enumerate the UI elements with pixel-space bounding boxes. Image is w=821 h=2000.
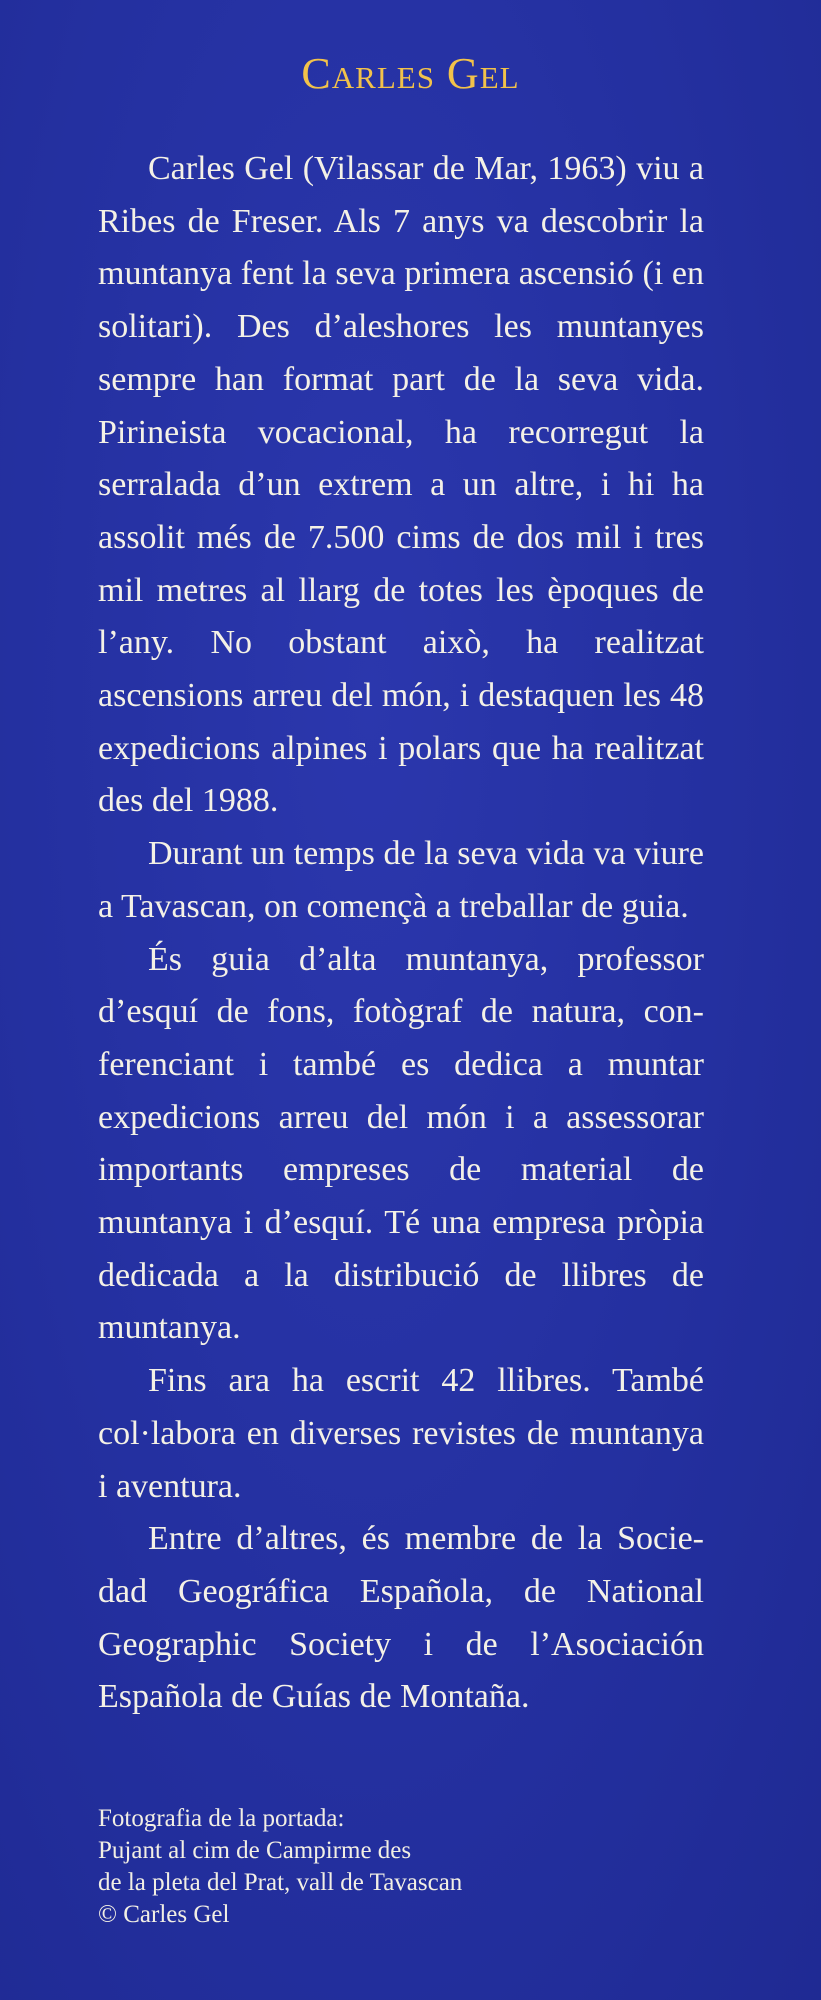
credit-copyright: © Carles Gel — [98, 1901, 230, 1928]
author-biography — [98, 143, 704, 1724]
bio-paragraph-2: Durant un temps de la seva vida va viure a Tavascan, on començà a treballar de guia. — [98, 835, 704, 925]
bio-paragraph-3: És guia d’alta muntanya, professor d’esquí de fons, fotògraf de natura, conferenciant i també es dedica a muntar expedicions arreu del món i a assessorar importants empreses de material de muntanya i d’esquí. Té una empresa pròpia dedicada a la distribució de llibres de muntanya. — [98, 940, 704, 1347]
credit-caption-line-1: Pujant al cim de Campirme des — [98, 1837, 412, 1864]
cover-photo-credit — [98, 1803, 698, 1931]
credit-caption-line-2: de la pleta del Prat, vall de Tavascan — [98, 1869, 463, 1896]
credit-heading: Fotografia de la portada: — [98, 1805, 345, 1832]
bio-paragraph-1: Carles Gel (Vilassar de Mar, 1963) viu a Ribes de Freser. Als 7 anys va descobrir la muntanya fent la seva primera ascensió (i en solitari). Des d’aleshores les muntanyes sempre han format part de la seva vida. Pirineista vocacional, ha recorregut la serralada d’un extrem a un altre, i hi ha assolit més de 7.500 cims de dos mil i tres mil metres al llarg de totes les èpoques de l’any. No obstant això, ha realitzat ascensions arreu del món, i destaquen les 48 expedicions alpines i polars que ha realitzat des del 1988. — [98, 150, 704, 820]
author-name-title: Carles Gel — [301, 49, 520, 98]
bio-paragraph-4: Fins ara ha escrit 42 llibres. També col·labora en diverses revistes de muntanya i aventura. — [98, 1362, 704, 1505]
bio-paragraph-5: Entre d’altres, és membre de la Sociedad Geográfica Española, de National Geographic Society i de l’Asociación Española de Guías de Montaña. — [98, 1520, 704, 1716]
